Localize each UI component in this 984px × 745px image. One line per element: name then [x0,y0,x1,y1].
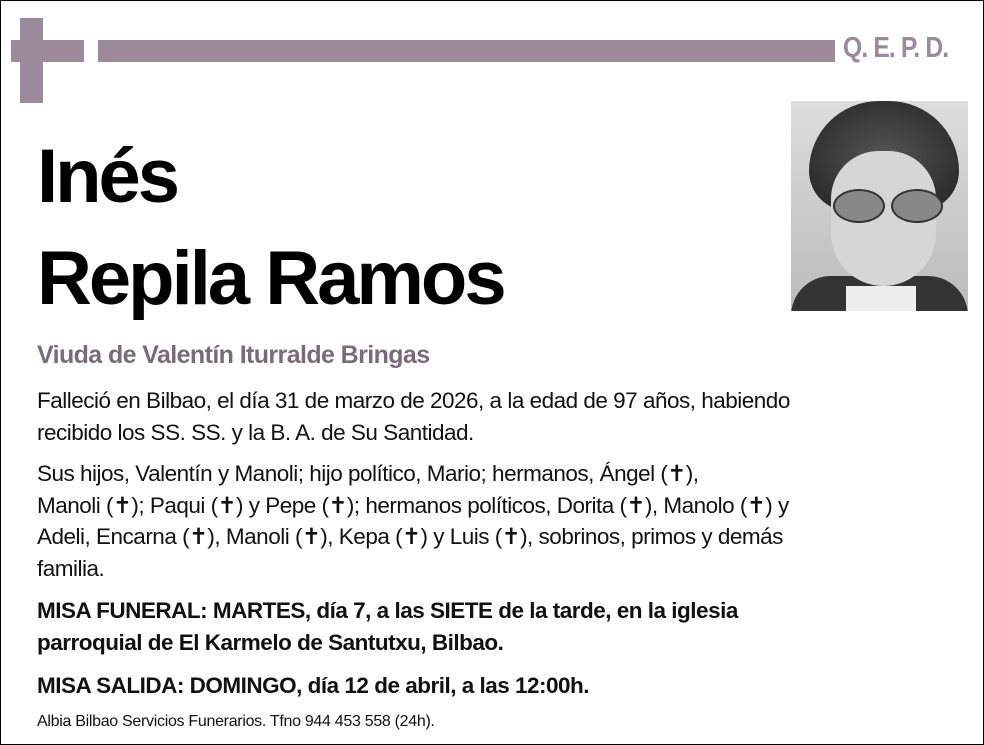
qepd-badge: Q. E. P. D. [843,32,949,64]
funeral-home-footer: Albia Bilbao Servicios Funerarios. Tfno 944 453 558 (24h). [37,713,435,730]
first-name: Inés [37,134,178,219]
text-line: Sus hijos, Valentín y Manoli; hijo político, Mario; hermanos, Ángel (✝), [37,461,699,486]
portrait-photo [791,101,968,311]
death-notice [37,385,790,448]
departure-mass: MISA SALIDA: DOMINGO, día 12 de abril, a las 12:00h. [37,673,590,698]
text-line: parroquial de El Karmelo de Santutxu, Bilbao. [37,629,504,655]
text-line: MISA FUNERAL: MARTES, día 7, a las SIETE de la tarde, en la iglesia [37,598,738,623]
header-bar [98,40,835,62]
text-line: Manoli (✝); Paqui (✝) y Pepe (✝); hermanos políticos, Dorita (✝), Manolo (✝) y [37,492,789,518]
last-name: Repila Ramos [37,236,504,321]
text-line: Falleció en Bilbao, el día 31 de marzo de 2026, a la edad de 97 años, habiendo [37,388,790,413]
funeral-mass [37,595,738,658]
family-list [37,458,789,584]
text-line: Adeli, Encarna (✝), Manoli (✝), Kepa (✝) y Luis (✝), sobrinos, primos y demás [37,524,783,549]
text-line: familia. [37,555,105,581]
widow-subtitle: Viuda de Valentín Iturralde Bringas [37,341,430,369]
text-line: recibido los SS. SS. y la B. A. de Su Santidad. [37,419,474,445]
